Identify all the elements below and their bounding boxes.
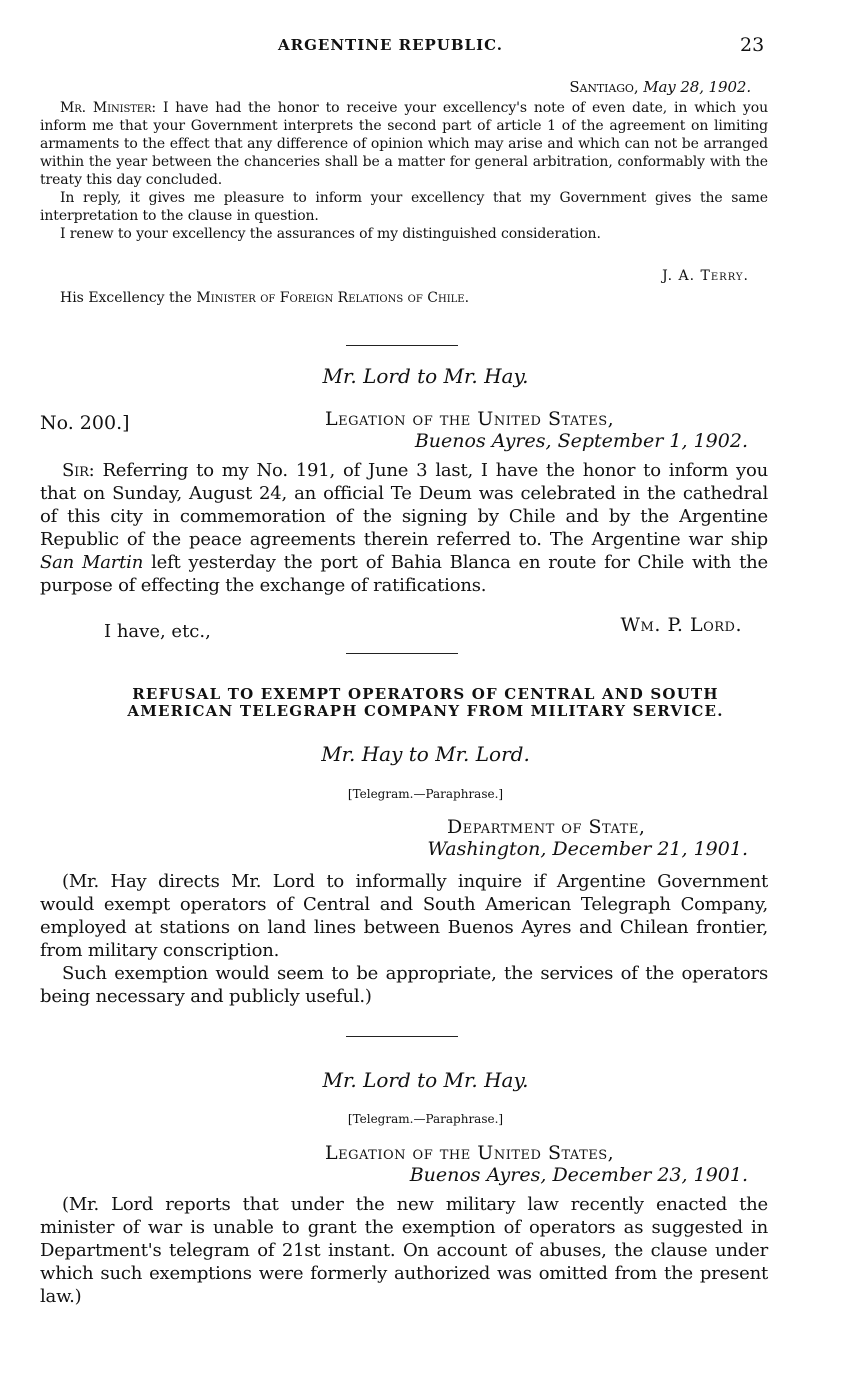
- paragraph-text: I have had the honor to receive your excellency's note of even date, in which you inform me that your Government interprets the second part of article 1 of the agreement on limiting armaments to the effect that any difference of opinion which may arise and which can not be arranged within the year between the chanceries shall be a matter for general arbitration, conformably with the treaty this day concluded.: [40, 100, 768, 188]
- dispatch-paragraph: [40, 459, 768, 597]
- signature: J. A. Terry.: [662, 268, 749, 284]
- letter-body: [40, 99, 768, 243]
- telegram-paragraph: Such exemption would seem to be appropriate, the services of the operators being necessary and publicly useful.): [40, 963, 768, 1007]
- telegram-paragraph: (Mr. Hay directs Mr. Lord to informally inquire if Argentine Government would exempt operators of Central and South American Telegraph Company, employed at stations on land lines between Buenos Ayres and Chilean frontier, from military conscription.: [40, 871, 768, 961]
- signature: Wm. P. Lord.: [620, 614, 742, 636]
- place-date: Buenos Ayres, December 23, 1901.: [409, 1164, 748, 1186]
- divider: [346, 345, 458, 346]
- divider: [346, 1036, 458, 1037]
- telegram-body: [40, 1193, 768, 1308]
- telegram-heading: Mr. Lord to Mr. Hay.: [322, 1068, 529, 1092]
- paragraph-text: Referring to my No. 191, of June 3 last, I have the honor to inform you that on Sunday, August 24, an official Te Deum was celebrated in the cathedral of this city in commemoration of the signing by Chile and by the Argentine Republic of the peace agreements therein referred to. The Argentine war ship: [40, 460, 768, 550]
- addressee-prefix: His Excellency the: [60, 290, 192, 306]
- section-title: [0, 686, 851, 720]
- letter-paragraph: I renew to your excellency the assurances of my distinguished consideration.: [60, 226, 601, 242]
- telegram-body: [40, 870, 768, 1008]
- letter-heading: Mr. Lord to Mr. Hay.: [322, 364, 529, 388]
- place-date: Buenos Ayres, September 1, 1902.: [414, 430, 748, 452]
- salutation: Mr. Minister:: [60, 100, 157, 116]
- running-header: [0, 34, 851, 58]
- letter-paragraph: In reply, it gives me pleasure to inform your excellency that my Government gives the same interpretation to the clause in question.: [40, 190, 768, 224]
- addressee: [60, 290, 469, 306]
- dateline: [569, 78, 751, 96]
- telegram-heading: Mr. Hay to Mr. Lord.: [321, 742, 530, 766]
- place-date: Washington, December 21, 1901.: [427, 838, 748, 860]
- dateline-date: May 28, 1902.: [643, 78, 751, 96]
- telegram-paragraph: (Mr. Lord reports that under the new military law recently enacted the minister of war is unable to grant the exemption of operators as suggested in Department's telegram of 21st instant. On account of abuses, the clause under which such exemptions were formerly authorized was omitted from the present law.): [40, 1194, 768, 1307]
- running-title: ARGENTINE REPUBLIC.: [278, 36, 504, 54]
- page-number: 23: [740, 34, 765, 56]
- section-title-line: REFUSAL TO EXEMPT OPERATORS OF CENTRAL AND SOUTH: [132, 685, 719, 703]
- dispatch-body: [40, 459, 768, 597]
- office-line: Legation of the United States,: [325, 1142, 615, 1164]
- closing: I have, etc.,: [104, 621, 211, 642]
- section-title-line: AMERICAN TELEGRAPH COMPANY FROM MILITARY SERVICE.: [127, 702, 724, 720]
- divider: [346, 653, 458, 654]
- dispatch-number: No. 200.]: [40, 412, 130, 434]
- office-line: Department of State,: [447, 816, 646, 838]
- legation-line: Legation of the United States,: [325, 408, 615, 430]
- salutation: Sir:: [62, 460, 95, 481]
- dateline-place: Santiago,: [569, 78, 639, 96]
- paragraph-text: left yesterday the port of Bahia Blanca en route for Chile with the purpose of effecting the exchange of ratifications.: [40, 552, 768, 596]
- ship-name: San Martin: [40, 552, 144, 573]
- telegram-note: [Telegram.—Paraphrase.]: [347, 787, 504, 801]
- addressee-name: Minister of Foreign Relations of Chile.: [196, 290, 470, 306]
- letter-paragraph: [40, 99, 768, 189]
- telegram-note: [Telegram.—Paraphrase.]: [347, 1112, 504, 1126]
